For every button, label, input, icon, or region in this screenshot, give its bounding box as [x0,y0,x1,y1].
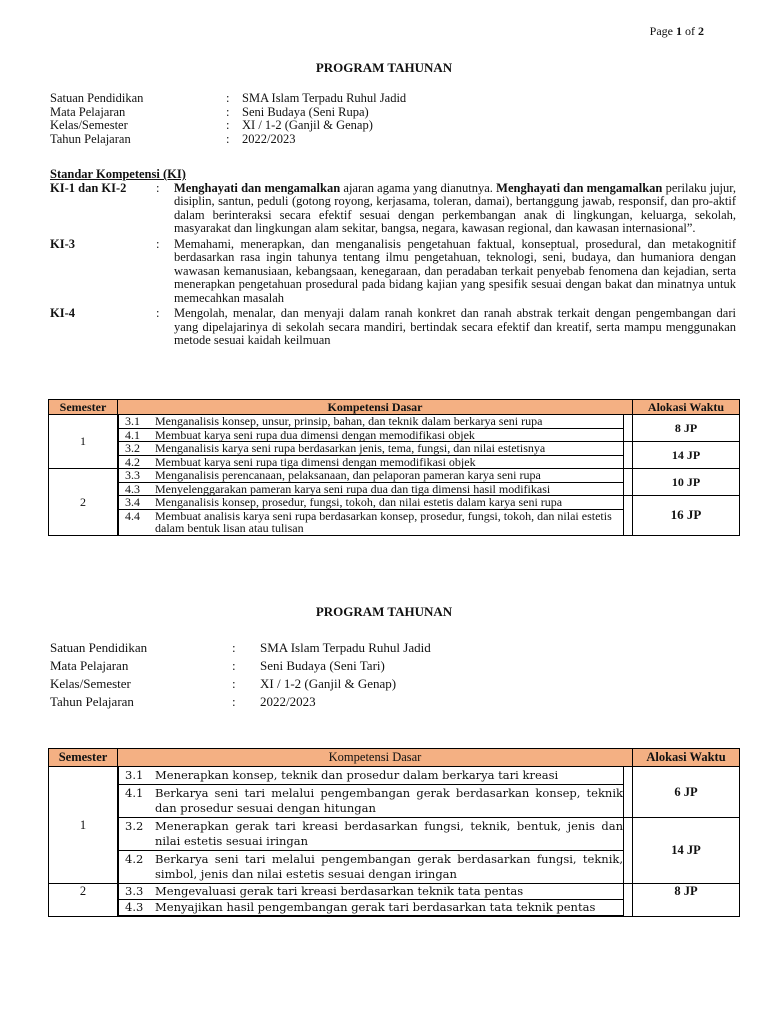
kd-text: Menganalisis perencanaan, pelaksanaan, dan pelaporan pameran karya seni rupa [155,468,541,482]
info-colon: : [232,694,236,709]
info-row [50,119,406,133]
kd-item [118,900,624,916]
page-current: 1 [676,24,682,38]
ki-row [50,238,736,306]
kd-table-seni-tari [48,748,740,917]
kd-item [118,469,624,483]
kd-item [118,510,624,535]
ki-section [50,168,736,348]
kd-text: Menganalisis konsep, unsur, prinsip, bahan, dan teknik dalam berkarya seni rupa [155,414,543,428]
alokasi-cell: 14 JP [633,442,740,469]
info-colon: : [232,676,236,691]
table-row [49,442,740,469]
ki-text [174,182,736,236]
kd-number: 4.1 [125,427,140,442]
ki-code: KI-1 dan KI-2 [50,180,127,195]
info-value: Seni Budaya (Seni Tari) [260,658,385,673]
kd-item [118,483,624,496]
section1-info [50,92,406,146]
info-colon: : [226,118,230,132]
info-value: SMA Islam Terpadu Ruhul Jadid [260,640,431,655]
info-value: Seni Budaya (Seni Rupa) [242,104,369,119]
info-colon: : [232,658,236,673]
header-semester: Semester [49,749,118,767]
info-colon: : [232,640,236,655]
table-row [49,469,740,496]
kd-table-seni-rupa [48,399,740,536]
table-row [49,884,740,917]
info-value: XI / 1-2 (Ganjil & Genap) [242,118,373,132]
kd-cell [118,415,633,442]
kd-text: Menerapkan gerak tari kreasi berdasarkan fungsi, teknik, bentuk, jenis dan nilai estetis sesuai iringan [155,819,623,848]
table-header-row [49,749,740,767]
kd-number: 4.3 [125,481,140,496]
info-label: Tahun Pelajaran [50,694,134,709]
ki-code: KI-4 [50,306,75,320]
kd-number: 3.3 [125,884,144,898]
kd-text: Berkarya seni tari melalui pengembangan gerak berdasarkan fungsi, teknik, simbol, jenis dan nilai estetis sesuai dengan iringan [155,852,623,881]
kd-item [118,456,624,469]
kd-text: Menyelenggarakan pameran karya seni rupa dua dan tiga dimensi hasil modifikasi [155,481,551,496]
alokasi-cell: 14 JP [633,818,740,884]
kd-number: 3.1 [125,414,140,428]
info-label: Kelas/Semester [50,118,128,132]
kd-text: Membuat analisis karya seni rupa berdasarkan konsep, prosedur, fungsi, tokoh, dan nilai estetis dalam bentuk lisan atau tulisan [155,508,612,535]
kd-item [118,767,624,785]
ki-code: KI-3 [50,236,75,251]
kd-number: 3.1 [125,768,144,782]
info-value: 2022/2023 [242,131,296,146]
ki-text-part: perilaku jujur, disiplin, santun, peduli (gotong royong, kerjasama, toleran, damai), bertanggung jawab, responsif, dan pro-aktif dalam berinteraksi secara efektif sesuai dengan perkembangan anak di lingkungan, keluarga, sekolah, masyarakat dan lingkungan alam sekitar, bangsa, negara, kawasan regional, dan kawasan internasional”. [174,180,736,235]
table-header-row [49,400,740,415]
kd-text: Menganalisis konsep, prosedur, fungsi, tokoh, dan nilai estetis dalam karya seni rupa [155,495,563,509]
section2-title: PROGRAM TAHUNAN [315,604,453,619]
header-alokasi: Alokasi Waktu [633,400,740,415]
page-of: of [685,24,695,38]
info-label: Mata Pelajaran [50,658,129,673]
info-label: Kelas/Semester [50,676,131,691]
info-row [50,693,431,711]
page-prefix: Page [649,24,673,38]
info-label: Tahun Pelajaran [50,131,131,146]
kd-item [118,818,624,851]
ki-row [50,307,736,348]
semester-cell: 2 [49,469,118,536]
alokasi-cell: 6 JP [633,767,740,818]
ki-text-part: ajaran agama yang dianutnya. [340,180,497,195]
page-indicator [650,24,704,39]
info-row [50,657,431,675]
info-label: Satuan Pendidikan [50,91,144,105]
alokasi-cell: 8 JP [633,884,740,917]
info-row [50,133,406,147]
kd-item [118,851,624,883]
ki-text: Memahami, menerapkan, dan menganalisis pengetahuan faktual, konseptual, prosedural, dan metakognitif berdasarkan rasa ingin tahunya tentang ilmu pengetahuan, teknologi, seni, budaya, dan humaniora dengan wawasan kemanusiaan, kebangsaan, kenegaraan, dan peradaban terkait penyebab fenomena dan kejadian, serta menerapkan pengetahuan prosedural pada bidang kajian yang spesifik sesuai dengan bakat dan minatnya untuk memecahkan masalah [174,236,736,305]
ki-bold: Menghayati dan mengamalkan [174,180,341,195]
info-label: Mata Pelajaran [50,104,126,119]
info-value: XI / 1-2 (Ganjil & Genap) [260,676,397,691]
kd-cell [118,496,633,536]
alokasi-cell: 10 JP [633,469,740,496]
alokasi-cell: 16 JP [633,496,740,536]
kd-text: Menyajikan hasil pengembangan gerak tari berdasarkan tata teknik pentas [155,900,596,914]
info-value: 2022/2023 [260,694,316,709]
kd-cell [118,818,633,884]
kd-number: 3.3 [125,468,140,482]
table-row [49,415,740,442]
ki-row [50,182,736,236]
kd-item [118,884,624,900]
info-colon: : [226,104,230,119]
kd-text: Membuat karya seni rupa tiga dimensi dengan memodifikasi objek [155,454,476,469]
kd-number: 3.2 [125,819,144,833]
header-semester: Semester [49,400,118,415]
alokasi-cell: 8 JP [633,415,740,442]
table-row [49,767,740,818]
kd-number: 4.2 [125,852,144,866]
ki-colon: : [156,236,160,251]
kd-item [118,429,624,442]
ki-colon: : [156,180,160,195]
kd-number: 4.2 [125,454,140,469]
kd-item [118,496,624,510]
semester-cell: 2 [49,884,118,917]
kd-item [118,785,624,817]
kd-number: 4.4 [125,508,140,523]
ki-bold: Menghayati dan mengamalkan [496,180,663,195]
page-total: 2 [698,24,704,38]
kd-number: 3.4 [125,495,140,509]
info-row [50,92,406,106]
header-alokasi: Alokasi Waktu [633,749,740,767]
kd-item [118,442,624,456]
info-label: Satuan Pendidikan [50,640,148,655]
info-colon: : [226,91,230,105]
kd-cell [118,884,633,917]
info-row [50,106,406,120]
kd-text: Menerapkan konsep, teknik dan prosedur dalam berkarya tari kreasi [155,768,559,782]
kd-cell [118,767,633,818]
kd-text: Mengevaluasi gerak tari kreasi berdasarkan teknik tata pentas [155,884,524,898]
kd-text: Membuat karya seni rupa dua dimensi dengan memodifikasi objek [155,427,475,442]
kd-item [118,415,624,429]
kd-text: Menganalisis karya seni rupa berdasarkan jenis, tema, fungsi, dan nilai estetisnya [155,441,546,455]
table-row [49,496,740,536]
info-colon: : [226,131,230,146]
semester-cell: 1 [49,767,118,884]
info-row [50,639,431,657]
section1-title: PROGRAM TAHUNAN [315,60,453,75]
header-kompetensi: Kompetensi Dasar [118,749,633,767]
kd-cell [118,442,633,469]
semester-cell: 1 [49,415,118,469]
kd-text: Berkarya seni tari melalui pengembangan gerak berdasarkan konsep, teknik dan prosedur sesuai dengan hitungan [155,786,623,815]
info-row [50,675,431,693]
ki-heading: Standar Kompetensi (KI) [50,167,186,181]
kd-number: 3.2 [125,441,140,455]
kd-number: 4.3 [125,900,144,914]
info-value: SMA Islam Terpadu Ruhul Jadid [242,91,407,105]
ki-text: Mengolah, menalar, dan menyaji dalam ranah konkret dan ranah abstrak terkait dengan pengembangan dari yang dipelajarinya di sekolah secara mandiri, bertindak secara efektif dan kreatif, serta mampu menggunakan metode sesuai kaidah keilmuan [174,306,736,347]
kd-number: 4.1 [125,786,144,800]
kd-cell [118,469,633,496]
section2-info [50,639,431,711]
ki-colon: : [156,306,160,320]
header-kompetensi: Kompetensi Dasar [118,400,633,415]
table-row [49,818,740,884]
